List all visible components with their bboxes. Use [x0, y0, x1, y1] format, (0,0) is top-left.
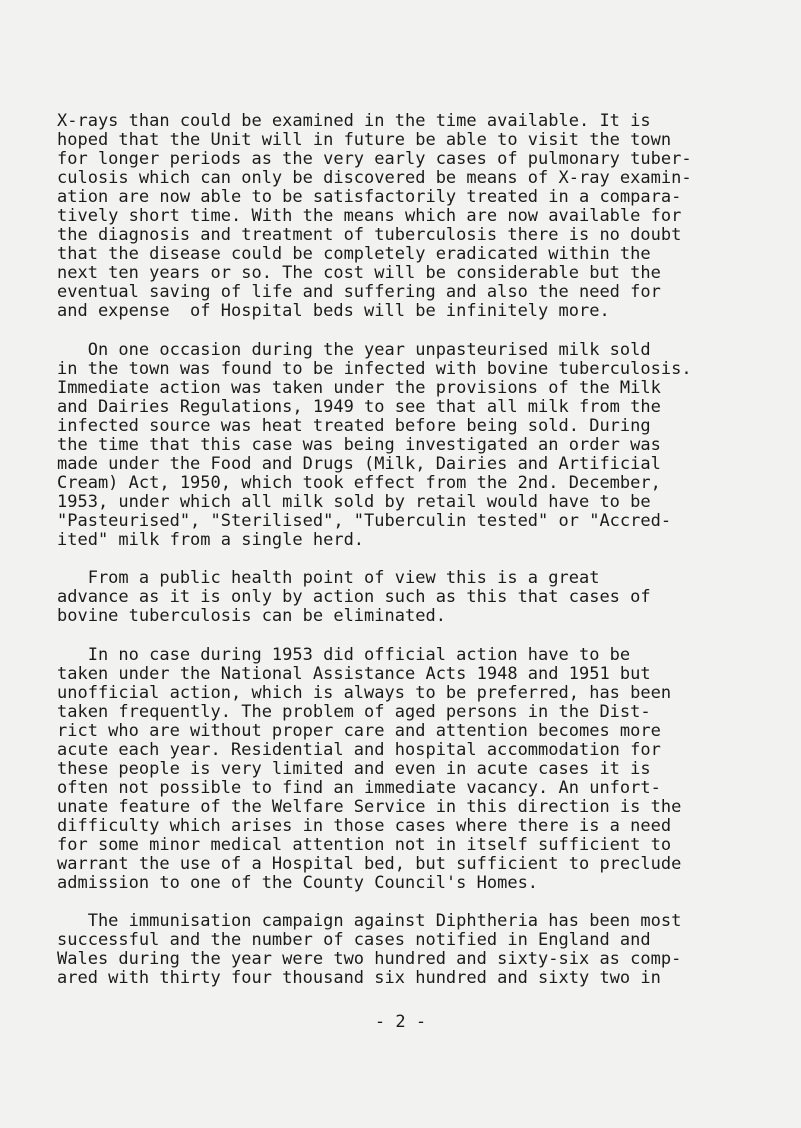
text-line: and expense of Hospital beds will be infinitely more.	[57, 301, 610, 321]
paragraph	[57, 112, 769, 321]
text-line: the diagnosis and treatment of tuberculosis there is no doubt	[57, 225, 682, 245]
text-line: Cream) Act, 1950, which took effect from the 2nd. December,	[57, 472, 661, 493]
text-line: advance as it is only by action such as this that cases of	[57, 587, 651, 607]
paragraph	[57, 569, 769, 626]
text-line: these people is very limited and even in acute cases it is	[57, 758, 651, 779]
text-line: rict who are without proper care and attention becomes more	[57, 720, 661, 741]
text-line: ared with thirty four thousand six hundred and sixty two in	[57, 968, 661, 988]
page-number: - 2 -	[374, 1012, 427, 1032]
text-line: 1953, under which all milk sold by retail would have to be	[57, 491, 651, 512]
text-line: culosis which can only be discovered be means of X-ray examin-	[57, 168, 692, 188]
text-line: for longer periods as the very early cases of pulmonary tuber-	[57, 149, 692, 169]
text-line: The immunisation campaign against Diphtheria has been most	[57, 911, 682, 931]
text-line: next ten years or so. The cost will be considerable but the	[57, 263, 661, 283]
text-line: that the disease could be completely eradicated within the	[57, 244, 651, 264]
paragraph	[57, 646, 769, 893]
text-line: in the town was found to be infected with bovine tuberculosis.	[57, 358, 692, 379]
text-line: ation are now able to be satisfactorily treated in a compara-	[57, 187, 682, 207]
text-line: difficulty which arises in those cases where there is a need	[57, 815, 672, 836]
text-line: often not possible to find an immediate vacancy. An unfort-	[57, 777, 661, 798]
text-line: From a public health point of view this is a great	[57, 568, 600, 588]
paragraph-gap	[57, 893, 769, 913]
text-line: On one occasion during the year unpasteurised milk sold	[57, 339, 651, 360]
text-line: hoped that the Unit will in future be able to visit the town	[57, 130, 672, 150]
text-line: "Pasteurised", "Sterilised", "Tuberculin tested" or "Accred-	[57, 510, 672, 531]
text-line: tively short time. With the means which are now available for	[57, 206, 682, 226]
text-line: Wales during the year were two hundred and sixty-six as comp-	[57, 949, 682, 969]
text-line: taken frequently. The problem of aged persons in the Dist-	[57, 701, 651, 722]
text-line: In no case during 1953 did official action have to be	[57, 644, 631, 665]
text-line: successful and the number of cases notified in England and	[57, 930, 651, 950]
paragraph	[57, 341, 769, 550]
text-line: the time that this case was being investigated an order was	[57, 434, 661, 455]
text-line: admission to one of the County Council's Homes.	[57, 872, 539, 893]
paragraph-gap	[57, 550, 769, 570]
text-line: acute each year. Residential and hospital accommodation for	[57, 739, 661, 760]
text-line: X-rays than could be examined in the time available. It is	[57, 111, 651, 131]
body-text	[57, 112, 769, 988]
text-line: infected source was heat treated before being sold. During	[57, 415, 651, 436]
text-line: made under the Food and Drugs (Milk, Dairies and Artificial	[57, 453, 661, 474]
text-line: Immediate action was taken under the provisions of the Milk	[57, 377, 661, 398]
text-line: warrant the use of a Hospital bed, but sufficient to preclude	[57, 853, 682, 874]
paragraph	[57, 912, 769, 988]
paragraph-gap	[57, 321, 769, 341]
text-line: eventual saving of life and suffering and also the need for	[57, 282, 661, 302]
text-line: bovine tuberculosis can be eliminated.	[57, 606, 446, 626]
paragraph-gap	[57, 626, 769, 646]
text-line: for some minor medical attention not in itself sufficient to	[57, 834, 672, 855]
text-line: unofficial action, which is always to be preferred, has been	[57, 682, 672, 703]
text-line: unate feature of the Welfare Service in this direction is the	[57, 796, 682, 817]
text-line: and Dairies Regulations, 1949 to see that all milk from the	[57, 396, 661, 417]
text-line: taken under the National Assistance Acts 1948 and 1951 but	[57, 663, 651, 684]
text-line: ited" milk from a single herd.	[57, 529, 365, 550]
